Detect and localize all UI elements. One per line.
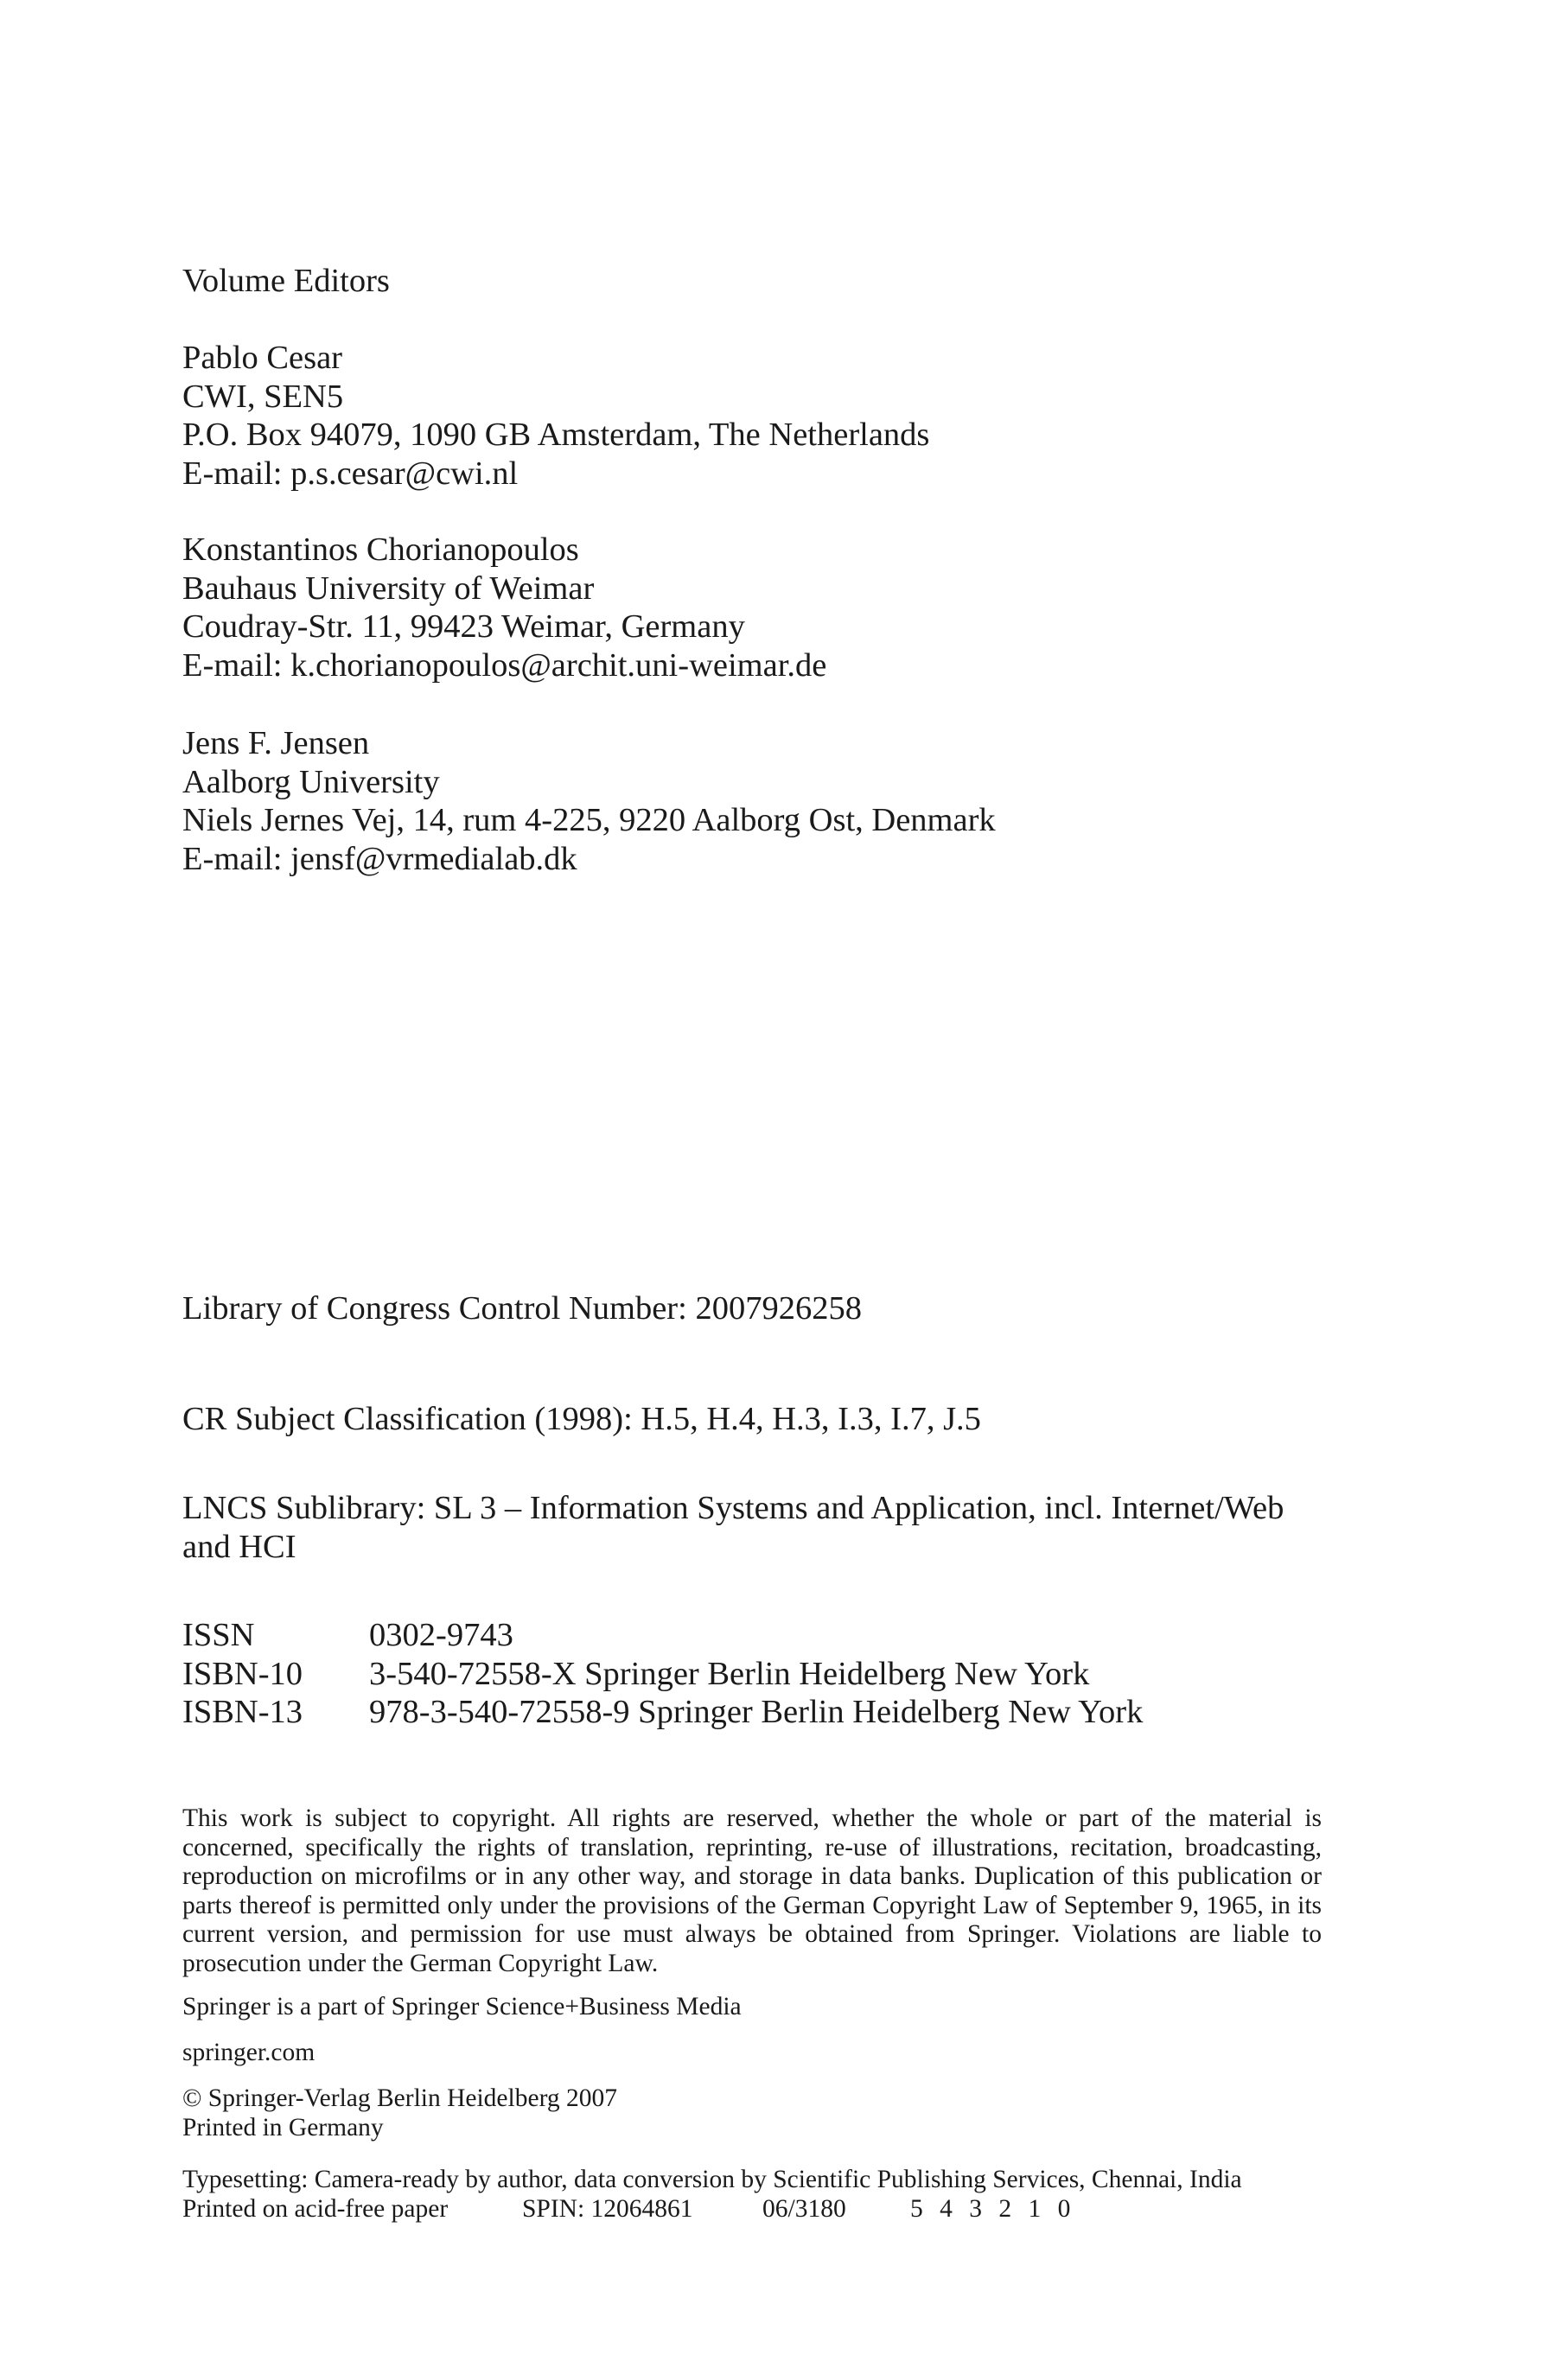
- editor-name: Konstantinos Chorianopoulos: [182, 531, 579, 568]
- editor-affiliation: Aalborg University: [182, 763, 440, 800]
- identifier-value: 978-3-540-72558-9 Springer Berlin Heidelberg New York: [369, 1694, 1144, 1730]
- spin-number: SPIN: 12064861: [522, 2194, 693, 2223]
- editor-entry: [182, 724, 1332, 878]
- copyright-line: © Springer-Verlag Berlin Heidelberg 2007: [182, 2084, 617, 2112]
- editor-address: Coudray-Str. 11, 99423 Weimar, Germany: [182, 608, 745, 645]
- paper-info: Printed on acid-free paper: [182, 2194, 449, 2223]
- identifier-value: 0302-9743: [369, 1617, 513, 1653]
- editor-entry: [182, 531, 1332, 684]
- editor-affiliation: Bauhaus University of Weimar: [182, 570, 595, 607]
- identifier-value: 3-540-72558-X Springer Berlin Heidelberg New York: [369, 1655, 1090, 1692]
- editor-address: P.O. Box 94079, 1090 GB Amsterdam, The Netherlands: [182, 417, 930, 453]
- identifier-row: [182, 1616, 1332, 1655]
- lncs-sublibrary-text: LNCS Sublibrary: SL 3 – Information Systems and Application, incl. Internet/Web and HCI: [182, 1490, 1284, 1565]
- printing-line: 5 4 3 2 1 0: [910, 2194, 1076, 2223]
- springer-url: [182, 2039, 1332, 2068]
- editor-affiliation: CWI, SEN5: [182, 378, 344, 415]
- identifier-row: [182, 1693, 1332, 1732]
- volume-editors-heading-text: Volume Editors: [182, 263, 390, 299]
- lncs-sublibrary: [182, 1489, 1332, 1566]
- cr-classification-text: CR Subject Classification (1998): H.5, H.4, H.3, I.3, I.7, J.5: [182, 1401, 981, 1437]
- copyright-notice: [182, 1804, 1332, 1978]
- typesetting-text: Typesetting: Camera-ready by author, data conversion by Scientific Publishing Services, Chennai, India: [182, 2166, 1242, 2193]
- springer-url-text: springer.com: [182, 2039, 316, 2066]
- editor-entry: [182, 339, 1332, 493]
- copyright-statement: [182, 2084, 1332, 2142]
- identifier-label: ISBN-10: [182, 1655, 303, 1692]
- cr-classification: [182, 1400, 1332, 1439]
- identifier-row: [182, 1655, 1332, 1694]
- identifiers-table: [182, 1616, 1332, 1732]
- springer-part-text: Springer is a part of Springer Science+Business Media: [182, 1993, 742, 2020]
- volume-editors-heading: [182, 262, 1332, 301]
- editor-name: Pablo Cesar: [182, 340, 342, 376]
- editor-email: E-mail: p.s.cesar@cwi.nl: [182, 455, 519, 492]
- identifier-label: ISBN-13: [182, 1694, 303, 1730]
- identifier-label: ISSN: [182, 1617, 255, 1653]
- editor-name: Jens F. Jensen: [182, 725, 370, 761]
- lccn: [182, 1289, 1332, 1328]
- editor-address: Niels Jernes Vej, 14, rum 4-225, 9220 Aalborg Ost, Denmark: [182, 802, 996, 838]
- editor-email: E-mail: jensf@vrmedialab.dk: [182, 840, 577, 877]
- lccn-text: Library of Congress Control Number: 2007926258: [182, 1290, 862, 1327]
- printed-in: Printed in Germany: [182, 2113, 384, 2141]
- print-info-row: [182, 2195, 1332, 2224]
- copyright-notice-text: This work is subject to copyright. All rights are reserved, whether the whole or part of the material is concerned, specifically the rights of translation, reprinting, re-use of illustrations, recitation, broadcasting, reproduction on microfilms or in any other way, and storage in data banks. Duplication of this publication or parts thereof is permitted only under the provisions of the German Copyright Law of September 9, 1965, in its current version, and permission for use must always be obtained from Springer. Violations are liable to prosecution under the German Copyright Law.: [182, 1804, 1322, 1977]
- typesetting-info: [182, 2166, 1332, 2224]
- springer-part: [182, 1993, 1332, 2022]
- print-code: 06/3180: [762, 2194, 846, 2223]
- editor-email: E-mail: k.chorianopoulos@archit.uni-weimar.de: [182, 646, 827, 684]
